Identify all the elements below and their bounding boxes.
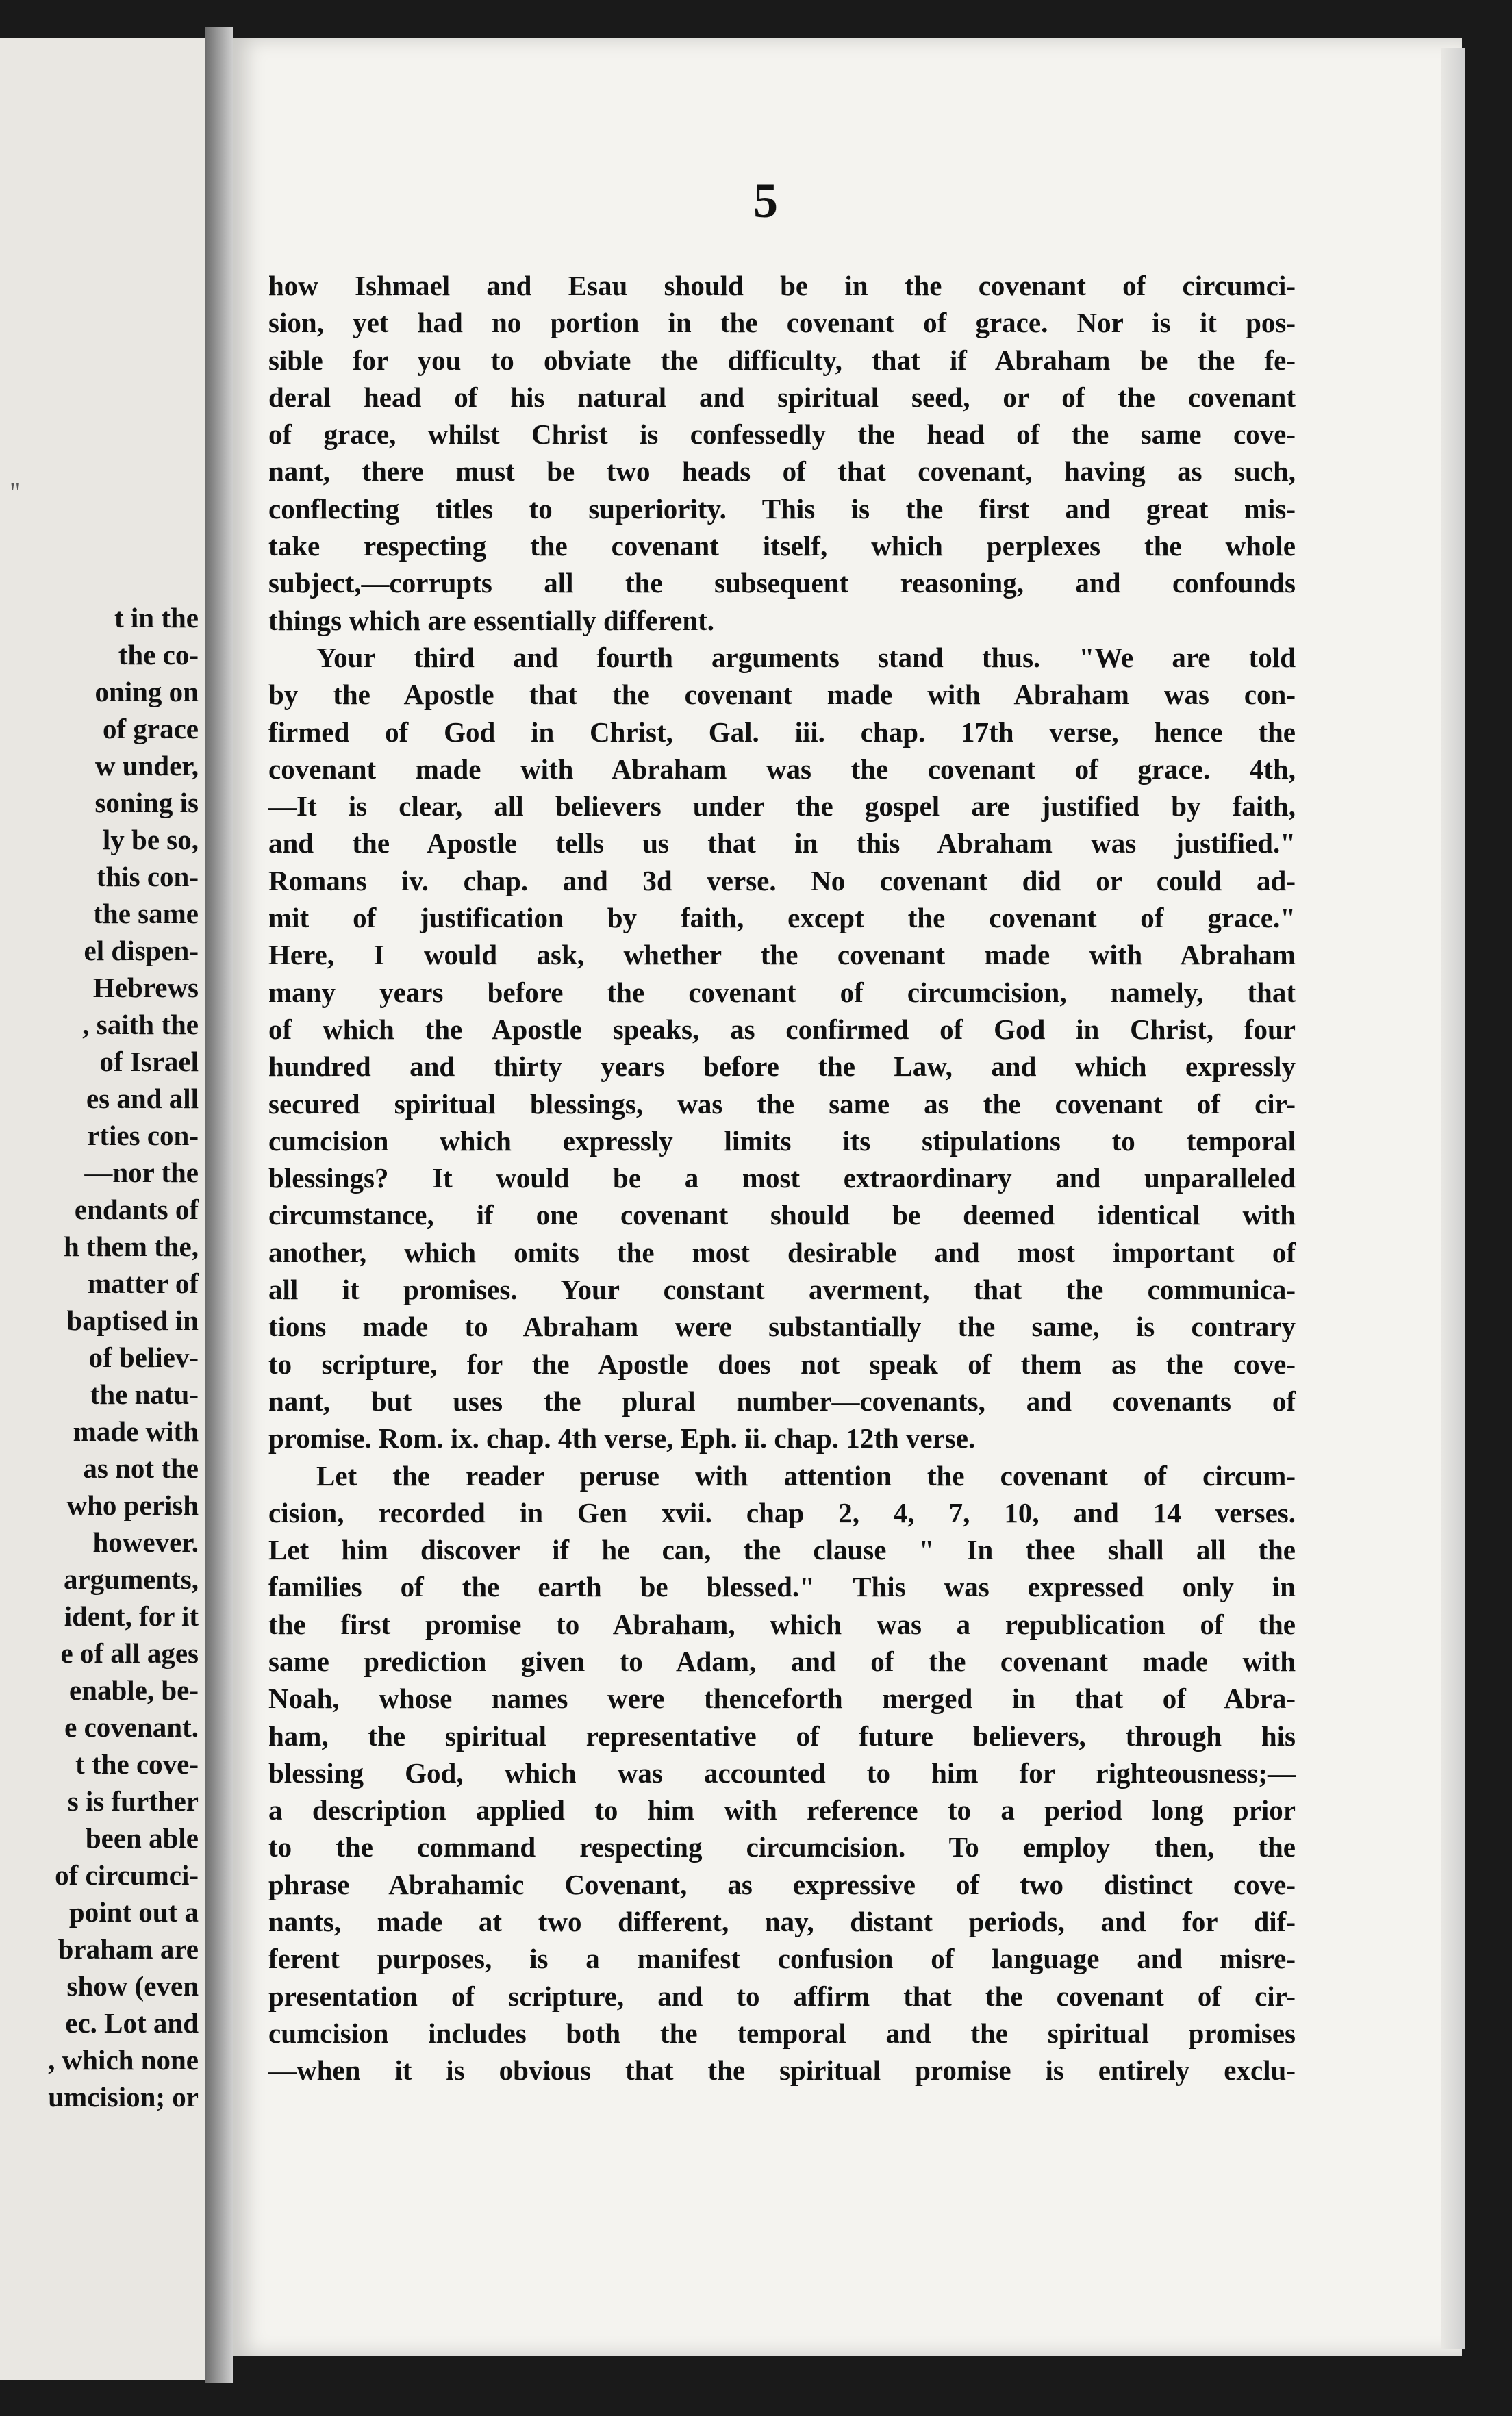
previous-page-line: baptised in [66, 1305, 199, 1336]
previous-page-line: , which none [48, 2044, 199, 2076]
previous-page-line: e covenant. [64, 1711, 199, 1743]
text-line: of grace, whilst Christ is confessedly the head of the same cove- [268, 418, 1296, 451]
text-line: conflecting titles to superiority. This is the first and great mis- [268, 492, 1296, 525]
previous-page-line: arguments, [63, 1563, 199, 1595]
text-line: phrase Abrahamic Covenant, as expressive of two distinct cove- [268, 1868, 1296, 1900]
previous-page-line: ident, for it [64, 1600, 199, 1632]
text-line: subject,—corrupts all the subsequent reasoning, and confounds [268, 567, 1296, 599]
page-number: 5 [753, 173, 778, 228]
text-line: Your third and fourth arguments stand thus. "We are told [316, 641, 1296, 673]
previous-page-line: of believ- [88, 1342, 199, 1373]
text-line: mit of justification by faith, except the covenant of grace." [268, 902, 1296, 934]
previous-page-line: umcision; or [48, 2081, 199, 2113]
text-line: —It is clear, all believers under the gospel are justified by faith, [268, 790, 1296, 822]
text-line: families of the earth be blessed." This was expressed only in [268, 1571, 1296, 1603]
previous-page-line: el dispen- [84, 935, 199, 966]
previous-page-line: t the cove- [75, 1748, 199, 1780]
previous-page-text [0, 599, 199, 2115]
previous-page-line: t in the [114, 602, 199, 633]
text-line: secured spiritual blessings, was the same as the covenant of cir- [268, 1087, 1296, 1120]
previous-page-line: ec. Lot and [65, 2007, 199, 2039]
previous-page-line: h them the, [63, 1231, 199, 1262]
text-line: ham, the spiritual representative of future believers, through his [268, 1720, 1296, 1752]
previous-page-line: braham are [58, 1933, 199, 1965]
text-line: covenant made with Abraham was the covenant of grace. 4th, [268, 753, 1296, 785]
text-line: tions made to Abraham were substantially the same, is contrary [268, 1311, 1296, 1343]
previous-page-mark: " [10, 477, 21, 507]
text-line: things which are essentially different. [268, 604, 715, 636]
previous-page-line: as not the [83, 1452, 199, 1484]
previous-page-line: made with [73, 1415, 199, 1447]
previous-page-line: of grace [103, 713, 199, 744]
previous-page-line: show (even [66, 1970, 199, 2002]
previous-page-line: point out a [68, 1896, 199, 1928]
text-line: hundred and thirty years before the Law, and which expressly [268, 1050, 1296, 1083]
book-gutter [205, 27, 233, 2383]
text-line: a description applied to him with reference to a period long prior [268, 1794, 1296, 1826]
text-line: sible for you to obviate the difficulty, that if Abraham be the fe- [268, 344, 1296, 376]
text-line: cumcision includes both the temporal and the spiritual promises [268, 2017, 1296, 2049]
text-line: nant, there must be two heads of that covenant, having as such, [268, 455, 1296, 488]
previous-page-line: oning on [94, 676, 199, 707]
text-line: deral head of his natural and spiritual seed, or of the covenant [268, 381, 1296, 413]
previous-page-line: —nor the [84, 1157, 199, 1188]
text-line: Here, I would ask, whether the covenant made with Abraham [268, 939, 1296, 971]
previous-page-line: e of all ages [60, 1637, 199, 1669]
text-line: firmed of God in Christ, Gal. iii. chap. 17th verse, hence the [268, 716, 1296, 748]
previous-page-line: rties con- [87, 1120, 199, 1151]
previous-page-line: who perish [66, 1489, 199, 1521]
text-line: Noah, whose names were thenceforth merged in that of Abra- [268, 1683, 1296, 1715]
body-text [268, 267, 1296, 2089]
text-line: many years before the covenant of circumcision, namely, that [268, 976, 1296, 1008]
previous-page-fragment [0, 38, 210, 2380]
previous-page-line: the same [93, 898, 199, 929]
text-line: take respecting the covenant itself, which perplexes the whole [268, 530, 1296, 562]
previous-page-line: enable, be- [68, 1674, 199, 1706]
previous-page-line: matter of [87, 1268, 199, 1299]
previous-page-line: been able [85, 1822, 199, 1854]
text-line: Let him discover if he can, the clause " In thee shall all the [268, 1534, 1296, 1566]
text-line: of which the Apostle speaks, as confirmed of God in Christ, four [268, 1013, 1296, 1045]
text-line: nant, but uses the plural number—covenants, and covenants of [268, 1385, 1296, 1417]
text-line: and the Apostle tells us that in this Abraham was justified." [268, 827, 1296, 859]
text-line: all it promises. Your constant averment, that the communica- [268, 1274, 1296, 1306]
previous-page-line: s is further [67, 1785, 199, 1817]
text-line: presentation of scripture, and to affirm that the covenant of cir- [268, 1980, 1296, 2012]
text-line: nants, made at two different, nay, distant periods, and for dif- [268, 1906, 1296, 1938]
previous-page-line: endants of [74, 1194, 199, 1225]
previous-page-line: however. [92, 1526, 199, 1558]
text-line: to the command respecting circumcision. To employ then, the [268, 1831, 1296, 1863]
previous-page-line: w under, [94, 750, 199, 781]
previous-page-line: the natu- [90, 1379, 199, 1410]
text-line: how Ishmael and Esau should be in the covenant of circumci- [268, 270, 1296, 301]
text-line: cumcision which expressly limits its stipulations to temporal [268, 1124, 1296, 1157]
previous-page-line: es and all [86, 1083, 199, 1114]
text-line: sion, yet had no portion in the covenant of grace. Nor is it pos- [268, 307, 1296, 339]
previous-page-line: the co- [118, 639, 199, 670]
text-line: promise. Rom. ix. chap. 4th verse, Eph. ii. chap. 12th verse. [268, 1422, 976, 1455]
text-line: same prediction given to Adam, and of the covenant made with [268, 1645, 1296, 1677]
previous-page-line: ly be so, [102, 824, 199, 855]
page-edge [1441, 48, 1465, 2349]
text-line: by the Apostle that the covenant made with Abraham was con- [268, 679, 1296, 711]
text-line: ferent purposes, is a manifest confusion of language and misre- [268, 1943, 1296, 1975]
previous-page-line: of circumci- [55, 1859, 199, 1891]
previous-page-line: Hebrews [92, 972, 199, 1003]
text-line: Romans iv. chap. and 3d verse. No covenant did or could ad- [268, 864, 1296, 896]
text-line: blessings? It would be a most extraordinary and unparalleled [268, 1162, 1296, 1194]
previous-page-line: this con- [96, 861, 199, 892]
previous-page-line: soning is [94, 787, 199, 818]
text-line: another, which omits the most desirable and most important of [268, 1236, 1296, 1268]
text-line: circumstance, if one covenant should be deemed identical with [268, 1199, 1296, 1231]
text-line: —when it is obvious that the spiritual promise is entirely exclu- [268, 2054, 1296, 2087]
previous-page-line: , saith the [82, 1009, 199, 1040]
text-line: Let the reader peruse with attention the covenant of circum- [316, 1459, 1296, 1492]
text-line: to scripture, for the Apostle does not speak of them as the cove- [268, 1348, 1296, 1380]
text-line: cision, recorded in Gen xvii. chap 2, 4, 7, 10, and 14 verses. [268, 1496, 1296, 1528]
previous-page-line: of Israel [99, 1046, 199, 1077]
text-line: the first promise to Abraham, which was a republication of the [268, 1608, 1296, 1640]
text-line: blessing God, which was accounted to him for righteousness;— [268, 1757, 1296, 1789]
